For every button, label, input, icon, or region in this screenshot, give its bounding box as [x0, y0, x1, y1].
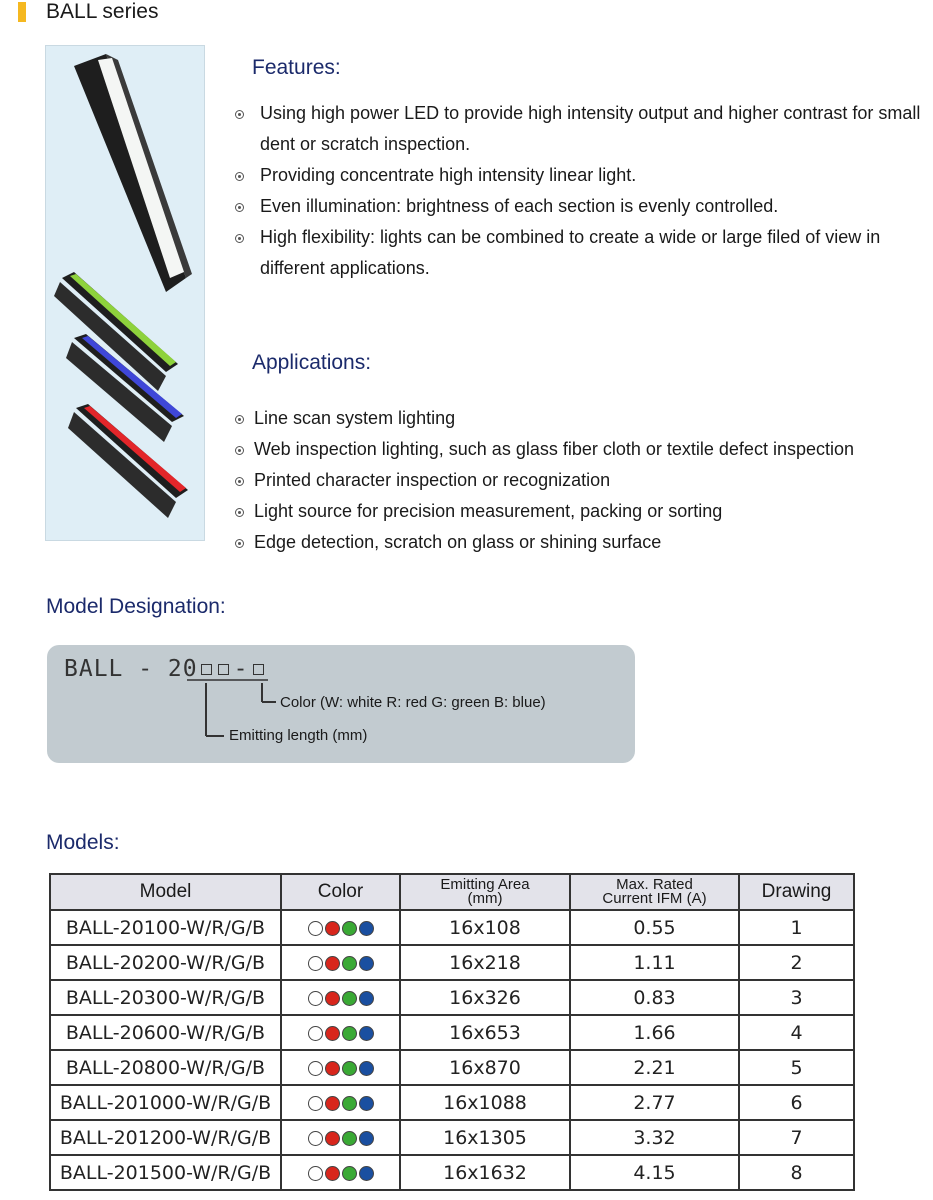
- header-max-current: Max. Rated Current IFM (A): [570, 874, 739, 910]
- cell-current: 0.83: [570, 980, 739, 1015]
- feature-item: High flexibility: lights can be combined to create a wide or large filed of view in different applications.: [260, 222, 930, 284]
- cell-model: BALL-20200-W/R/G/B: [50, 945, 281, 980]
- color-dot-icon: [308, 956, 323, 971]
- cell-current: 2.77: [570, 1085, 739, 1120]
- bullet-icon: [235, 110, 244, 119]
- color-dot-icon: [308, 1166, 323, 1181]
- header-drawing: Drawing: [739, 874, 854, 910]
- cell-model: BALL-201500-W/R/G/B: [50, 1155, 281, 1190]
- cell-drawing: 2: [739, 945, 854, 980]
- cell-area: 16x108: [400, 910, 570, 945]
- table-row: [50, 1015, 854, 1050]
- table-row: [50, 980, 854, 1015]
- cell-drawing: 5: [739, 1050, 854, 1085]
- cell-area: 16x1088: [400, 1085, 570, 1120]
- color-dot-icon: [359, 1026, 374, 1041]
- cell-current: 2.21: [570, 1050, 739, 1085]
- placeholder-box-icon: [218, 664, 229, 675]
- cell-area: 16x870: [400, 1050, 570, 1085]
- table-row: [50, 1120, 854, 1155]
- color-dot-icon: [308, 1131, 323, 1146]
- cell-drawing: 4: [739, 1015, 854, 1050]
- header-emitting-area: Emitting Area (mm): [400, 874, 570, 910]
- white-light-bar: [74, 54, 192, 292]
- color-dot-icon: [342, 956, 357, 971]
- cell-color: [281, 1155, 400, 1190]
- placeholder-box-icon: [253, 664, 264, 675]
- color-dot-icon: [325, 991, 340, 1006]
- color-dot-icon: [308, 1026, 323, 1041]
- light-bars-illustration: [46, 46, 205, 541]
- cell-area: 16x218: [400, 945, 570, 980]
- designation-prefix: BALL - 20: [64, 656, 198, 682]
- feature-item: Providing concentrate high intensity linear light.: [260, 160, 930, 191]
- header-color: Color: [281, 874, 400, 910]
- applications-heading: Applications:: [252, 351, 372, 374]
- color-dot-icon: [325, 1026, 340, 1041]
- color-dot-icon: [325, 1166, 340, 1181]
- color-dot-icon: [325, 921, 340, 936]
- header-model: Model: [50, 874, 281, 910]
- bullet-icon: [235, 415, 244, 424]
- designation-color-label: Color (W: white R: red G: green B: blue): [280, 694, 546, 711]
- cell-current: 3.32: [570, 1120, 739, 1155]
- cell-color: [281, 1050, 400, 1085]
- cell-color: [281, 1120, 400, 1155]
- color-dot-icon: [325, 956, 340, 971]
- color-dot-icon: [342, 1166, 357, 1181]
- cell-area: 16x653: [400, 1015, 570, 1050]
- cell-drawing: 7: [739, 1120, 854, 1155]
- cell-model: BALL-20100-W/R/G/B: [50, 910, 281, 945]
- title-accent-bar: [18, 2, 26, 22]
- color-dot-icon: [325, 1131, 340, 1146]
- table-row: [50, 1155, 854, 1190]
- color-dot-icon: [325, 1061, 340, 1076]
- cell-area: 16x326: [400, 980, 570, 1015]
- designation-length-label: Emitting length (mm): [229, 727, 368, 744]
- application-item: Light source for precision measurement, packing or sorting: [254, 496, 929, 527]
- application-item: Printed character inspection or recognization: [254, 465, 929, 496]
- cell-model: BALL-201000-W/R/G/B: [50, 1085, 281, 1120]
- cell-color: [281, 910, 400, 945]
- cell-model: BALL-20300-W/R/G/B: [50, 980, 281, 1015]
- cell-color: [281, 1015, 400, 1050]
- table-row: [50, 945, 854, 980]
- series-title: BALL series: [46, 0, 159, 23]
- product-photo: [45, 45, 205, 541]
- cell-model: BALL-20800-W/R/G/B: [50, 1050, 281, 1085]
- color-dot-icon: [308, 921, 323, 936]
- color-dot-icon: [359, 1061, 374, 1076]
- color-dot-icon: [342, 1096, 357, 1111]
- color-dot-icon: [342, 1026, 357, 1041]
- cell-current: 1.66: [570, 1015, 739, 1050]
- color-dot-icon: [359, 921, 374, 936]
- placeholder-box-icon: [201, 664, 212, 675]
- table-row: [50, 1085, 854, 1120]
- color-dot-icon: [342, 1061, 357, 1076]
- applications-list: [254, 403, 929, 558]
- color-dot-icon: [325, 1096, 340, 1111]
- color-dot-icon: [359, 991, 374, 1006]
- color-dot-icon: [359, 1166, 374, 1181]
- color-dot-icon: [308, 1096, 323, 1111]
- cell-area: 16x1632: [400, 1155, 570, 1190]
- table-row: [50, 910, 854, 945]
- cell-area: 16x1305: [400, 1120, 570, 1155]
- application-item: Edge detection, scratch on glass or shining surface: [254, 527, 929, 558]
- cell-current: 1.11: [570, 945, 739, 980]
- cell-current: 0.55: [570, 910, 739, 945]
- color-dot-icon: [342, 921, 357, 936]
- table-header-row: [50, 874, 854, 910]
- color-dot-icon: [359, 956, 374, 971]
- cell-color: [281, 980, 400, 1015]
- color-dot-icon: [359, 1096, 374, 1111]
- bullet-icon: [235, 539, 244, 548]
- color-dot-icon: [342, 991, 357, 1006]
- cell-model: BALL-201200-W/R/G/B: [50, 1120, 281, 1155]
- features-list: [260, 98, 930, 284]
- color-dot-icon: [342, 1131, 357, 1146]
- cell-color: [281, 1085, 400, 1120]
- color-dot-icon: [308, 991, 323, 1006]
- feature-item: Even illumination: brightness of each section is evenly controlled.: [260, 191, 930, 222]
- color-dot-icon: [308, 1061, 323, 1076]
- cell-drawing: 3: [739, 980, 854, 1015]
- cell-drawing: 1: [739, 910, 854, 945]
- bullet-icon: [235, 477, 244, 486]
- red-light-bar: [68, 404, 188, 518]
- cell-drawing: 6: [739, 1085, 854, 1120]
- cell-current: 4.15: [570, 1155, 739, 1190]
- bullet-icon: [235, 203, 244, 212]
- bullet-icon: [235, 234, 244, 243]
- bullet-icon: [235, 508, 244, 517]
- models-heading: Models:: [46, 831, 120, 854]
- color-dot-icon: [359, 1131, 374, 1146]
- cell-drawing: 8: [739, 1155, 854, 1190]
- bullet-icon: [235, 446, 244, 455]
- cell-model: BALL-20600-W/R/G/B: [50, 1015, 281, 1050]
- application-item: Web inspection lighting, such as glass fiber cloth or textile defect inspection: [254, 434, 929, 465]
- application-item: Line scan system lighting: [254, 403, 929, 434]
- feature-item: Using high power LED to provide high intensity output and higher contrast for small dent or scratch inspection.: [260, 98, 930, 160]
- designation-heading: Model Designation:: [46, 595, 226, 618]
- cell-color: [281, 945, 400, 980]
- features-heading: Features:: [252, 56, 341, 79]
- models-table: [49, 873, 855, 1191]
- table-row: [50, 1050, 854, 1085]
- bullet-icon: [235, 172, 244, 181]
- designation-dash: -: [233, 656, 249, 682]
